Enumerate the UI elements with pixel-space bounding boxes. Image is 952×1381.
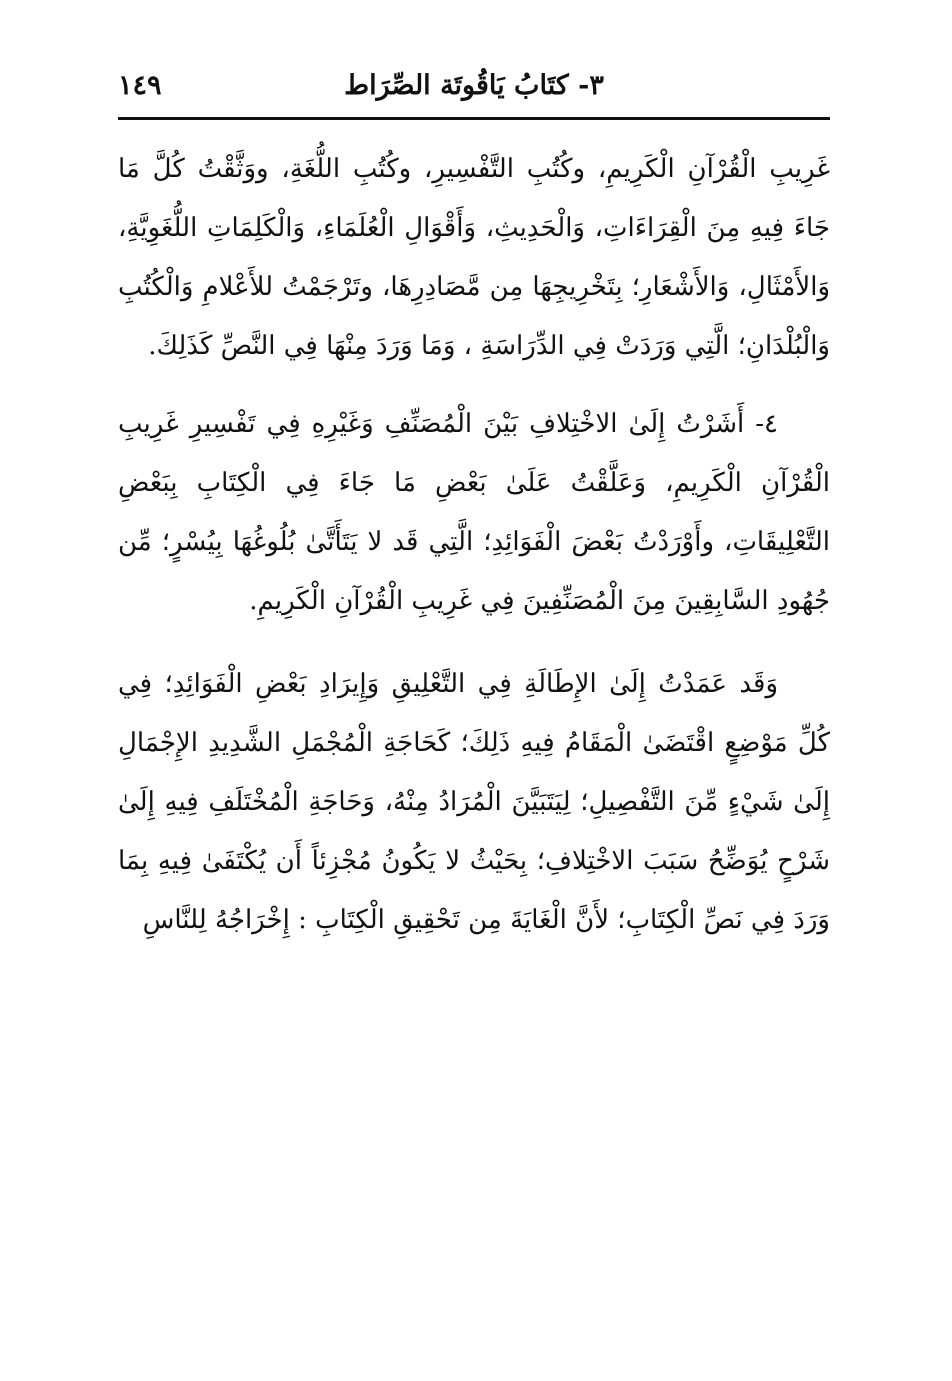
paragraph-item-4: ٤- أَشَرْتُ إِلَىٰ الاخْتِلافِ بَيْنَ الْمُصَنِّفِ وَغَيْرِهِ فِي تَفْسِيرِ غَرِيبِ الْقُرْآنِ الْكَرِيمِ، وَعَلَّقْتُ عَلَىٰ بَعْضِ مَا جَاءَ فِي الْكِتَابِ بِبَعْضِ التَّعْلِيقَاتِ، وأَوْرَدْتُ بَعْضَ الْفَوَائِدِ؛ الَّتِي قَد لا يَتَأَتَّىٰ بُلُوغُهَا بِيُسْرٍ؛ مِّن جُهُودِ السَّابِقِينَ مِنَ الْمُصَنِّفِينَ فِي غَرِيبِ الْقُرْآنِ الْكَرِيمِ. [118,409,830,616]
page-number: ١٤٩ [118,70,162,101]
running-title: ٣- كتَابُ يَاقُوتَة الصِّرَاط [344,70,604,101]
page-header [118,62,830,114]
page-body [118,140,830,950]
paragraph-note: وَقَد عَمَدْتُ إِلَىٰ الإِطَالَةِ فِي التَّعْلِيقِ وَإِيرَادِ بَعْضِ الْفَوَائِدِ؛ فِي كُلِّ مَوْضِعٍ اقْتَضَىٰ الْمَقَامُ فِيهِ ذَلِكَ؛ كَحَاجَةِ الْمُجْمَلِ الشَّدِيدِ الإِجْمَالِ إِلَىٰ شَيْءٍ مِّنَ التَّفْصِيلِ؛ لِيَتَبَيَّنَ الْمُرَادُ مِنْهُ، وَحَاجَةِ الْمُخْتَلَفِ فِيهِ إِلَىٰ شَرْحٍ يُوَضِّحُ سَبَبَ الاخْتِلافِ؛ بِحَيْثُ لا يَكُونُ مُجْزِئاً أَن يُكْتَفَىٰ فِيهِ بِمَا وَرَدَ فِي نَصِّ الْكِتَابِ؛ لأَنَّ الْغَايَةَ مِن تَحْقِيقِ الْكِتَابِ : إِخْرَاجُهُ لِلنَّاسِ [118,669,830,935]
paragraph-continued: غَرِيبِ الْقُرْآنِ الْكَرِيمِ، وكُتُبِ التَّفْسِيرِ، وكُتُبِ اللُّغَةِ، ووَثَّقْتُ كُلَّ مَا جَاءَ فِيهِ مِنَ الْقِرَاءَاتِ، وَالْحَدِيثِ، وَأَقْوَالِ الْعُلَمَاءِ، وَالْكَلِمَاتِ اللُّغَوِيَّةِ، وَالأَمْثَالِ، وَالأَشْعَارِ؛ بِتَخْرِيجِهَا مِن مَّصَادِرِهَا، وتَرْجَمْتُ للأَعْلامِ وَالْكُتُبِ وَالْبُلْدَانِ؛ الَّتِي وَرَدَتْ فِي الدِّرَاسَةِ ، وَمَا وَرَدَ مِنْهَا فِي النَّصِّ كَذَلِكَ. [118,154,830,361]
header-rule [118,117,830,120]
